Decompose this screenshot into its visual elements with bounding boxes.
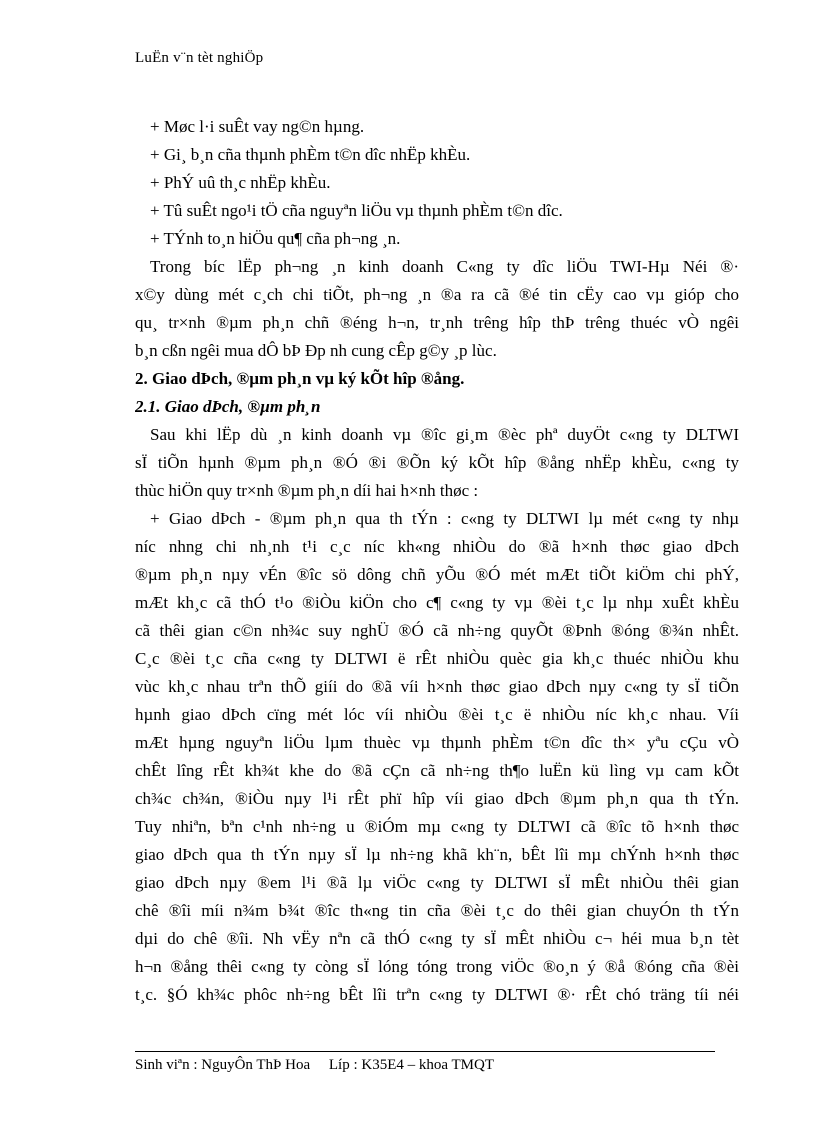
text-line: C¸c ®èi t¸c cña c«ng ty DLTWI ë rÊt nhiÒu quèc gia kh¸c thuéc nhiÒu khu [135, 649, 739, 668]
text-line: + PhÝ uû th¸c nhËp khÈu. [150, 173, 331, 192]
text-line: hµnh giao dÞch cïng mét lóc víi nhiÒu ®èi t¸c ë nhiÒu níc kh¸c nhau. Víi [135, 705, 739, 724]
text-line: t¸c. §Ó kh¾c phôc nh÷ng bÊt lîi trªn c«ng ty DLTWI ®· rÊt chó träng tíi néi [135, 985, 739, 1004]
page-header: LuËn v¨n tèt nghiÖp [135, 50, 264, 66]
text-line: Trong bíc lËp ph¬ng ¸n kinh doanh C«ng ty dîc liÖu TWI-Hµ Néi ®· [150, 257, 739, 276]
footer-student: Sinh viªn : NguyÔn ThÞ Hoa [135, 1057, 311, 1073]
footer-class: Líp : K35E4 – khoa TMQT [328, 1057, 494, 1073]
text-line: + Tû suÊt ngo¹i tÖ cña nguyªn liÖu vµ thµnh phÈm t©n dîc. [150, 201, 563, 220]
text-line: ®µm ph¸n nµy vÉn ®îc sö dông chñ yÕu ®Ó mét mÆt tiÕt kiÖm chi phÝ, [135, 565, 739, 584]
text-line: 2. Giao dÞch, ®µm ph¸n vµ ký kÕt hîp ®ång. [135, 369, 465, 388]
text-line: Tuy nhiªn, bªn c¹nh nh÷ng u ®iÓm mµ c«ng ty DLTWI cã ®îc tõ h×nh thøc [135, 817, 739, 836]
text-line: chÊt lîng rÊt kh¾t khe do ®ã cÇn cã nh÷ng th¶o luËn kü lìng vµ cam kÕt [135, 761, 739, 780]
text-line: vùc kh¸c nhau trªn thÕ giíi do ®ã víi h×nh thøc giao dÞch nµy c«ng ty sÏ tiÕn [135, 677, 739, 696]
text-line: mÆt kh¸c cã thÓ t¹o ®iÒu kiÖn cho c¶ c«ng ty vµ ®èi t¸c lµ nhµ xuÊt khÈu [135, 593, 739, 612]
text-line: chê ®îi míi n¾m b¾t ®îc th«ng tin cña ®èi t¸c do thêi gian chuyÓn th tÝn [135, 901, 739, 920]
text-line: sÏ tiÕn hµnh ®µm ph¸n ®Ó ®i ®Õn ký kÕt hîp ®ång nhËp khÈu, c«ng ty [135, 453, 739, 472]
text-line: qu¸ tr×nh ®µm ph¸n chñ ®éng h¬n, tr¸nh trêng hîp thÞ trêng thuéc vÒ ngêi [135, 313, 739, 332]
text-line: 2.1. Giao dÞch, ®µm ph¸n [135, 397, 321, 416]
text-line: níc nhng chi nh¸nh t¹i c¸c níc kh«ng nhiÒu do ®ã h×nh thøc giao dÞch [135, 537, 739, 556]
footer-divider [135, 1051, 715, 1052]
text-line: giao dÞch nµy ®em l¹i ®ã lµ viÖc c«ng ty DLTWI sÏ mÊt nhiÒu thêi gian [135, 873, 739, 892]
text-line: + Møc l·i suÊt vay ng©n hµng. [150, 117, 365, 136]
page-footer [135, 1057, 494, 1074]
text-line: giao dÞch qua th tÝn nµy sÏ lµ nh÷ng khã kh¨n, bÊt lîi mµ chÝnh h×nh thøc [135, 845, 739, 864]
text-line: mÆt hµng nguyªn liÖu lµm thuèc vµ thµnh phÈm t©n dîc th× yªu cÇu vÒ [135, 733, 739, 752]
text-line: + Gi¸ b¸n cña thµnh phÈm t©n dîc nhËp khÈu. [150, 145, 471, 164]
text-line: ch¾c ch¾n, ®iÒu nµy l¹i rÊt phï hîp víi giao dÞch ®µm ph¸n qua th tÝn. [135, 789, 739, 808]
text-line: Sau khi lËp dù ¸n kinh doanh vµ ®îc gi¸m ®èc phª duyÖt c«ng ty DLTWI [150, 425, 739, 444]
text-line: + Giao dÞch - ®µm ph¸n qua th tÝn : c«ng ty DLTWI lµ mét c«ng ty nhµ [150, 509, 739, 528]
text-line: dµi do chê ®îi. Nh vËy nªn cã thÓ c«ng ty sÏ mÊt nhiÒu c¬ héi mua b¸n tèt [135, 929, 739, 948]
text-line: h¬n ®ång thêi c«ng ty còng sÏ lóng tóng trong viÖc ®o¸n ý ®å ®óng cña ®èi [135, 957, 739, 976]
text-line: thùc hiÖn quy tr×nh ®µm ph¸n díi hai h×nh thøc : [135, 481, 479, 500]
text-line: + TÝnh to¸n hiÖu qu¶ cña ph¬ng ¸n. [150, 229, 401, 248]
text-line: x©y dùng mét c¸ch chi tiÕt, ph¬ng ¸n ®a ra cã ®é tin cËy cao vµ gióp cho [135, 285, 739, 304]
document-body [135, 113, 739, 1009]
text-line: b¸n cßn ngêi mua dÔ bÞ Ðp nh cung cÊp g©y ¸p lùc. [135, 341, 497, 360]
text-line: cã thêi gian c©n nh¾c suy nghÜ ®Ó cã nh÷ng quyÕt ®Þnh ®óng ®¾n nhÊt. [135, 621, 739, 640]
